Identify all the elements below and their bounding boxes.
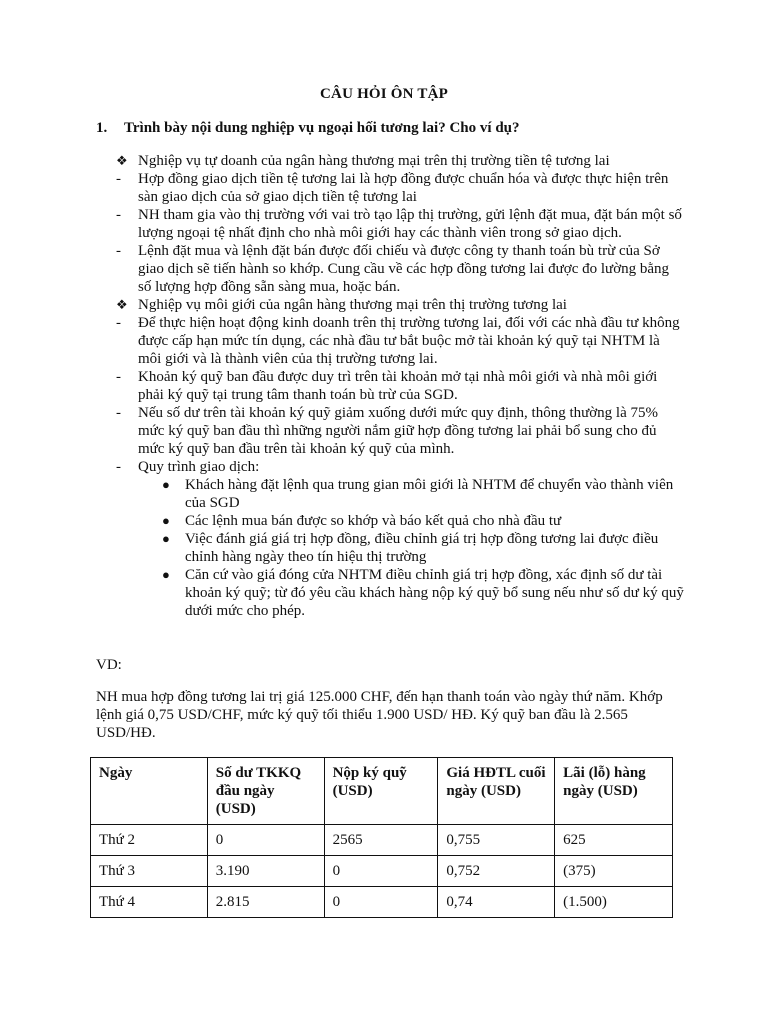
- table-cell: 3.190: [207, 856, 324, 887]
- list-item: [96, 242, 686, 296]
- table-cell: 2.815: [207, 887, 324, 918]
- list-item: [96, 368, 686, 404]
- table-cell: (1.500): [555, 887, 673, 918]
- example-label: VD:: [96, 657, 122, 673]
- table-cell: 0,74: [438, 887, 555, 918]
- list-item: [96, 458, 686, 476]
- dash-bullet-icon: -: [116, 315, 121, 331]
- list-item-text: Khách hàng đặt lệnh qua trung gian môi giới là NHTM để chuyển vào thành viên của SGD: [185, 477, 674, 511]
- round-bullet-icon: ●: [162, 477, 170, 492]
- table-cell: 0,755: [438, 825, 555, 856]
- round-bullet-icon: ●: [162, 531, 170, 546]
- table-row: [91, 887, 673, 918]
- list-item: [96, 152, 686, 170]
- list-item-text: Để thực hiện hoạt động kinh doanh trên thị trường tương lai, đối với các nhà đầu tư không được cấp hạn mức tín dụng, các nhà đầu tư bắt buộc mở tài khoản ký quỹ tại NHTM là môi giới và là thành viên của thị trường tương lai.: [138, 315, 680, 367]
- list-item: [96, 530, 686, 566]
- list-item-text: Việc đánh giá giá trị hợp đồng, điều chỉnh giá trị hợp đồng tương lai được điều chỉnh hàng ngày theo tín hiệu thị trường: [185, 531, 659, 565]
- column-header: Số dư TKKQ đầu ngày (USD): [207, 758, 324, 825]
- table-cell: 2565: [324, 825, 438, 856]
- list-item: [96, 512, 686, 530]
- list-item: [96, 404, 686, 458]
- list-item-text: Lệnh đặt mua và lệnh đặt bán được đối chiếu và được công ty thanh toán bù trừ của Sở giao dịch sẽ tiến hành so khớp. Cung cầu về các hợp đồng tương lai được đo lường bằng số lượng hợp đồng sẵn sàng mua, hoặc bán.: [138, 243, 670, 295]
- question-text: Trình bày nội dung nghiệp vụ ngoại hối tương lai? Cho ví dụ?: [124, 120, 520, 136]
- table-cell: Thứ 3: [91, 856, 208, 887]
- list-item-text: Khoản ký quỹ ban đầu được duy trì trên tài khoản mở tại nhà môi giới và nhà môi giới phải ký quỹ tại trung tâm thanh toán bù trừ của SGD.: [138, 369, 658, 403]
- dash-bullet-icon: -: [116, 405, 121, 421]
- list-item-text: NH tham gia vào thị trường với vai trò tạo lập thị trường, gửi lệnh đặt mua, đặt bán một số lượng ngoại tệ nhất định cho nhà môi giới hay các thành viên trong sở giao dịch.: [138, 207, 682, 241]
- table-cell: 0: [324, 887, 438, 918]
- column-header: Giá HĐTL cuối ngày (USD): [438, 758, 555, 825]
- list-item-text: Nếu số dư trên tài khoản ký quỹ giảm xuống dưới mức quy định, thông thường là 75% mức ký quỹ ban đầu thì những người nắm giữ hợp đồng tương lai phải bổ sung cho đủ mức ký quỹ ban đầu trên tài khoản ký quỹ của mình.: [138, 405, 658, 457]
- table-cell: (375): [555, 856, 673, 887]
- diamond-bullet-icon: ❖: [116, 297, 128, 312]
- round-bullet-icon: ●: [162, 567, 170, 582]
- table-row: [91, 825, 673, 856]
- dash-bullet-icon: -: [116, 459, 121, 475]
- list-item-text: Hợp đồng giao dịch tiền tệ tương lai là hợp đồng được chuẩn hóa và được thực hiện trên sàn giao dịch của sở giao dịch tiền tệ tương lai: [138, 171, 669, 205]
- example-paragraph: NH mua hợp đồng tương lai trị giá 125.000 CHF, đến hạn thanh toán vào ngày thứ năm. Khớp lệnh giá 0,75 USD/CHF, mức ký quỹ tối thiểu 1.900 USD/ HĐ. Ký quỹ ban đầu là 2.565 USD/HĐ.: [96, 689, 663, 741]
- diamond-bullet-icon: ❖: [116, 153, 128, 168]
- question-heading: [96, 120, 520, 137]
- list-item-text: Căn cứ vào giá đóng cửa NHTM điều chỉnh giá trị hợp đồng, xác định số dư tài khoản ký quỹ; từ đó yêu cầu khách hàng nộp ký quỹ bổ sung nếu như số dư ký quỹ dưới mức cho phép.: [185, 567, 684, 619]
- list-item: [96, 296, 686, 314]
- table-header-row: [91, 758, 673, 825]
- list-item-text: Nghiệp vụ môi giới của ngân hàng thương mại trên thị trường tương lai: [138, 297, 567, 313]
- list-item-text: Quy trình giao dịch:: [138, 459, 260, 475]
- column-header: Ngày: [91, 758, 208, 825]
- margin-table: [90, 757, 673, 918]
- list-item: [96, 314, 686, 368]
- list-item: [96, 476, 686, 512]
- column-header: Nộp ký quỹ (USD): [324, 758, 438, 825]
- list-item: [96, 206, 686, 242]
- table-cell: Thứ 4: [91, 887, 208, 918]
- table-cell: 0: [324, 856, 438, 887]
- list-item: [96, 566, 686, 620]
- dash-bullet-icon: -: [116, 243, 121, 259]
- round-bullet-icon: ●: [162, 513, 170, 528]
- table-cell: 0: [207, 825, 324, 856]
- dash-bullet-icon: -: [116, 171, 121, 187]
- page-title: CÂU HỎI ÔN TẬP: [320, 86, 448, 102]
- table-cell: 0,752: [438, 856, 555, 887]
- list-item-text: Các lệnh mua bán được so khớp và báo kết quả cho nhà đầu tư: [185, 513, 562, 529]
- list-item: [96, 170, 686, 206]
- table-cell: Thứ 2: [91, 825, 208, 856]
- dash-bullet-icon: -: [116, 207, 121, 223]
- list-item-text: Nghiệp vụ tự doanh của ngân hàng thương mại trên thị trường tiền tệ tương lai: [138, 153, 610, 169]
- answer-body: [96, 152, 686, 620]
- dash-bullet-icon: -: [116, 369, 121, 385]
- column-header: Lãi (lỗ) hàng ngày (USD): [555, 758, 673, 825]
- question-number: 1.: [96, 120, 108, 136]
- table-cell: 625: [555, 825, 673, 856]
- table-row: [91, 856, 673, 887]
